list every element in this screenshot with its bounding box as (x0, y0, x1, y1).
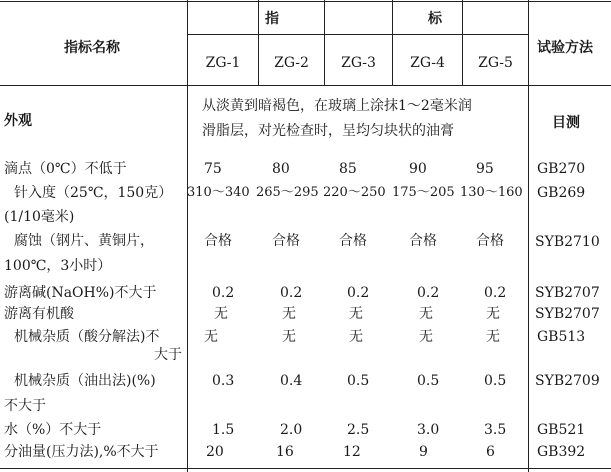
col-divider-method (528, 0, 529, 472)
table-cell: 合格 (204, 233, 232, 249)
row-label: 水（%）不大于 (4, 422, 102, 438)
header-sub-rule (187, 34, 528, 35)
row-method: GB269 (537, 185, 586, 201)
row-label: 机械杂质（酸分解法)不 (14, 329, 160, 345)
row-method: GB521 (537, 422, 586, 438)
row-label: 滴点（0℃）不低于 (4, 161, 127, 177)
table-cell: 310～340 (187, 185, 250, 200)
header-group-right: 标 (428, 11, 442, 27)
table-cell: 0.2 (484, 285, 507, 301)
table-bottom-rule (0, 468, 611, 469)
table-cell: 0.2 (280, 285, 303, 301)
row-label-cont: 100℃，3小时） (4, 258, 112, 274)
grade-1: ZG-1 (205, 55, 241, 71)
row-method: GB513 (537, 329, 586, 345)
table-cell: 合格 (409, 233, 437, 249)
table-cell: 无 (282, 329, 296, 345)
row-method: GB392 (537, 444, 586, 460)
table-cell: 0.2 (417, 285, 440, 301)
row-method: SYB2709 (535, 373, 600, 389)
table-cell: 95 (476, 161, 494, 177)
row-label: 针入度（25℃，150克） (14, 185, 173, 201)
table-cell: 9 (419, 444, 428, 460)
table-cell: 合格 (272, 233, 300, 249)
row-label-cont: 不大于 (4, 398, 46, 414)
row-method: GB270 (537, 161, 586, 177)
table-cell: 0.2 (347, 285, 370, 301)
table-cell: 无 (419, 306, 433, 322)
table-cell: 220～250 (323, 185, 386, 200)
table-cell: 无 (419, 329, 433, 345)
table-cell: 2.0 (280, 422, 303, 438)
row-label: 游离碱(NaOH%)不大于 (4, 285, 157, 301)
header-method-col: 试验方法 (537, 40, 593, 56)
table-top-rule (0, 1, 611, 2)
col-divider-3 (392, 0, 393, 85)
table-cell: 75 (204, 161, 222, 177)
table-cell: 无 (214, 306, 228, 322)
table-cell: 合格 (339, 233, 367, 249)
table-cell: 265～295 (256, 185, 319, 200)
table-cell: 80 (272, 161, 290, 177)
table-cell: 0.2 (212, 285, 235, 301)
grade-4: ZG-4 (410, 55, 445, 71)
table-cell: 无 (282, 306, 296, 322)
table-cell: 2.5 (347, 422, 370, 438)
header-group-left: 指 (265, 11, 279, 27)
appearance-line1: 从淡黄到暗褐色，在玻璃上涂抹1～2毫米润 (202, 98, 472, 114)
row-label: 游离有机酸 (4, 306, 74, 322)
header-bottom-rule (0, 85, 611, 86)
table-cell: 0.4 (280, 373, 303, 389)
table-cell: 无 (204, 329, 218, 345)
appearance-line2: 滑脂层，对光检查时，呈均匀块状的油膏 (202, 123, 454, 139)
row-label: 机械杂质（油出法)(%) (14, 373, 156, 389)
col-divider-2 (324, 0, 325, 85)
row-method: SYB2707 (535, 306, 600, 322)
row-label: 分油量(压力法),%不大于 (4, 444, 159, 460)
grade-5: ZG-5 (478, 55, 513, 71)
table-cell: 6 (486, 444, 495, 460)
table-cell: 0.5 (417, 373, 440, 389)
table-cell: 1.5 (212, 422, 235, 438)
table-cell: 无 (349, 306, 363, 322)
table-cell: 无 (486, 306, 500, 322)
table-cell: 3.0 (417, 422, 440, 438)
col-divider-1 (258, 0, 259, 85)
row-label-cont: (1/10毫米) (4, 209, 75, 225)
table-cell: 0.3 (212, 373, 235, 389)
grade-2: ZG-2 (274, 55, 309, 71)
table-cell: 175～205 (392, 185, 455, 200)
appearance-label: 外观 (4, 113, 32, 129)
table-cell: 90 (409, 161, 427, 177)
table-cell: 合格 (476, 233, 504, 249)
row-method: SYB2710 (535, 234, 600, 250)
table-cell: 12 (343, 444, 361, 460)
table-cell: 无 (349, 329, 363, 345)
header-name-col: 指标名称 (64, 40, 120, 56)
col-divider-4 (462, 0, 463, 85)
table-cell: 130～160 (460, 185, 523, 200)
table-cell: 无 (486, 329, 500, 345)
table-cell: 0.5 (484, 373, 507, 389)
appearance-method: 目测 (552, 115, 580, 131)
table-cell: 20 (206, 444, 224, 460)
table-cell: 0.5 (347, 373, 370, 389)
table-cell: 85 (339, 161, 357, 177)
row-label-cont: 大于 (154, 347, 182, 363)
table-cell: 16 (276, 444, 294, 460)
row-method: SYB2707 (535, 285, 600, 301)
table-cell: 3.5 (484, 422, 507, 438)
grade-3: ZG-3 (341, 55, 376, 71)
row-label: 腐蚀（钢片、黄铜片， (14, 233, 154, 249)
